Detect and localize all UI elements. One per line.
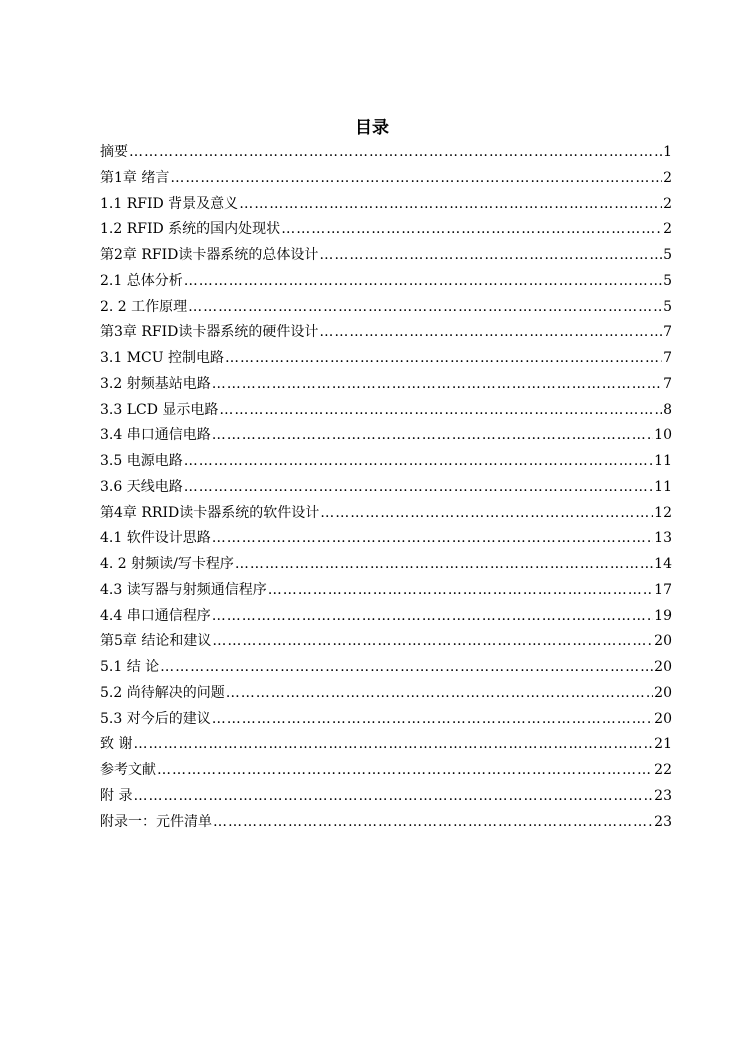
toc-entry-page: 13: [654, 530, 672, 547]
toc-entry-label: 致 谢: [100, 736, 133, 753]
toc-entry[interactable]: [100, 526, 672, 552]
dot-leader: [213, 810, 653, 836]
toc-entry-label: 3.1 MCU 控制电路: [100, 350, 225, 366]
toc-entry[interactable]: [100, 449, 672, 475]
toc-entry[interactable]: [100, 629, 672, 655]
table-of-contents: [100, 140, 672, 835]
toc-entry-page: 20: [654, 684, 672, 701]
dot-leader: [184, 269, 662, 295]
dot-leader: [212, 372, 662, 398]
toc-entry[interactable]: [100, 758, 672, 784]
toc-entry-label: 摘要: [100, 144, 128, 160]
dot-leader: [133, 784, 653, 810]
toc-entry-label: 1.2 RFID 系统的国内处现状: [100, 221, 281, 238]
toc-entry[interactable]: [100, 655, 672, 681]
dot-leader: [188, 295, 662, 321]
toc-entry-page: 5: [663, 247, 672, 263]
dot-leader: [212, 707, 653, 733]
toc-entry[interactable]: [100, 604, 672, 630]
toc-entry[interactable]: [100, 295, 672, 321]
toc-entry-label: 5.1 结 论: [100, 659, 160, 675]
toc-entry-label: 2.1 总体分析: [100, 272, 183, 289]
toc-entry-page: 23: [654, 787, 672, 804]
toc-entry-page: 7: [663, 350, 672, 366]
toc-entry-page: 7: [663, 324, 672, 341]
toc-entry-page: 19: [654, 607, 672, 624]
toc-entry-label: 4.3 读写器与射频通信程序: [100, 581, 267, 598]
toc-entry-label: 4. 2 射频读/写卡程序: [100, 556, 234, 572]
dot-leader: [281, 217, 662, 243]
toc-entry[interactable]: [100, 475, 672, 501]
dot-leader: [225, 346, 662, 372]
toc-entry[interactable]: [100, 346, 672, 372]
dot-leader: [184, 475, 653, 501]
toc-entry-label: 2. 2 工作原理: [100, 298, 188, 315]
toc-entry-page: 10: [654, 427, 672, 444]
dot-leader: [157, 758, 653, 784]
toc-entry-label: 参考文献: [100, 762, 156, 778]
toc-entry-label: 5.3 对今后的建议: [100, 710, 211, 727]
toc-entry-label: 第1章 绪言: [100, 169, 170, 186]
toc-entry-label: 4.4 串口通信程序: [100, 607, 211, 624]
toc-entry-page: 8: [663, 401, 672, 418]
toc-entry[interactable]: [100, 681, 672, 707]
toc-entry-page: 2: [663, 221, 672, 238]
toc-entry-page: 22: [654, 762, 672, 778]
toc-entry-page: 7: [663, 375, 672, 392]
dot-leader: [319, 243, 662, 269]
toc-entry-page: 2: [663, 195, 672, 212]
toc-entry[interactable]: [100, 372, 672, 398]
dot-leader: [212, 629, 653, 655]
toc-entry-page: 21: [654, 736, 672, 753]
dot-leader: [239, 192, 662, 218]
toc-entry-page: 17: [654, 581, 672, 598]
toc-entry[interactable]: [100, 784, 672, 810]
dot-leader: [319, 320, 662, 346]
toc-entry[interactable]: [100, 398, 672, 424]
toc-entry-page: 20: [654, 659, 672, 675]
toc-entry-label: 第5章 结论和建议: [100, 633, 212, 650]
dot-leader: [129, 140, 662, 166]
toc-entry-label: 第3章 RFID读卡器系统的硬件设计: [100, 324, 319, 341]
toc-entry-page: 12: [654, 504, 672, 521]
toc-entry-page: 20: [654, 710, 672, 727]
toc-entry[interactable]: [100, 269, 672, 295]
toc-entry-page: 5: [663, 272, 672, 289]
dot-leader: [212, 423, 653, 449]
toc-entry-label: 第2章 RFID读卡器系统的总体设计: [100, 247, 319, 263]
toc-entry[interactable]: [100, 552, 672, 578]
toc-entry[interactable]: [100, 732, 672, 758]
toc-entry-label: 4.1 软件设计思路: [100, 530, 211, 547]
toc-entry[interactable]: [100, 423, 672, 449]
toc-entry[interactable]: [100, 578, 672, 604]
toc-entry-page: 14: [654, 556, 672, 572]
toc-entry-page: 2: [663, 169, 672, 186]
dot-leader: [268, 578, 653, 604]
dot-leader: [133, 732, 653, 758]
toc-entry[interactable]: [100, 192, 672, 218]
dot-leader: [212, 526, 653, 552]
toc-entry-page: 23: [654, 813, 672, 830]
toc-entry-label: 5.2 尚待解决的问题: [100, 684, 225, 701]
toc-entry-page: 5: [663, 298, 672, 315]
toc-entry-page: 20: [654, 633, 672, 650]
toc-entry-label: 1.1 RFID 背景及意义: [100, 195, 239, 212]
toc-entry[interactable]: [100, 810, 672, 836]
toc-entry-label: 3.4 串口通信电路: [100, 427, 211, 444]
toc-entry[interactable]: [100, 166, 672, 192]
toc-entry-label: 第4章 RRID读卡器系统的软件设计: [100, 504, 320, 521]
toc-entry-label: 3.5 电源电路: [100, 453, 183, 469]
toc-entry-label: 3.3 LCD 显示电路: [100, 401, 219, 418]
dot-leader: [184, 449, 653, 475]
toc-entry-page: 11: [654, 478, 672, 495]
dot-leader: [212, 604, 653, 630]
dot-leader: [320, 501, 653, 527]
toc-entry[interactable]: [100, 501, 672, 527]
dot-leader: [170, 166, 662, 192]
toc-entry-page: 11: [654, 453, 672, 469]
toc-entry[interactable]: [100, 707, 672, 733]
toc-entry[interactable]: [100, 217, 672, 243]
toc-entry-page: 1: [663, 144, 672, 160]
toc-entry[interactable]: [100, 243, 672, 269]
toc-entry-label: 3.6 天线电路: [100, 478, 183, 495]
toc-entry-label: 附 录: [100, 787, 133, 804]
dot-leader: [226, 681, 653, 707]
toc-entry[interactable]: [100, 320, 672, 346]
dot-leader: [219, 398, 662, 424]
toc-entry-label: 3.2 射频基站电路: [100, 375, 211, 392]
toc-entry[interactable]: [100, 140, 672, 166]
toc-title: 目录: [355, 118, 389, 138]
dot-leader: [235, 552, 653, 578]
toc-entry-label: 附录一：元件清单: [100, 813, 212, 830]
dot-leader: [160, 655, 653, 681]
